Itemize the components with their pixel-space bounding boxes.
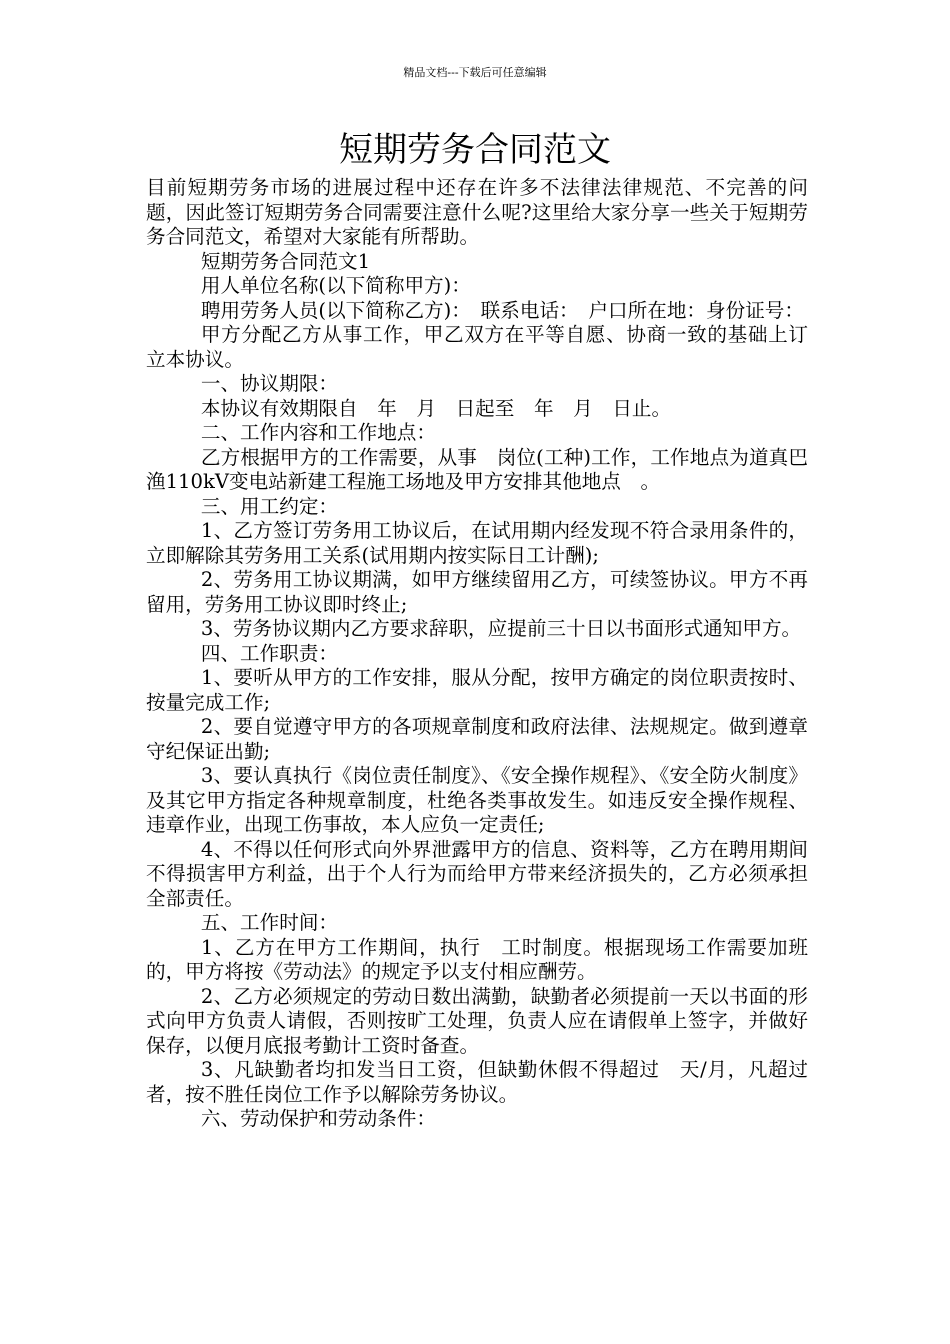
paragraph: 二、工作内容和工作地点： [200,421,436,444]
paragraph: 1、乙方在甲方工作期间，执行 工时制度。根据现场工作需要加班的，甲方将按《劳动法》的规定予以支付相应酬劳。 [146,935,808,983]
paragraph: 短期劳务合同范文1 [200,249,371,273]
header-note: 精品文档---下载后可任意编辑 [403,66,547,79]
paragraph: 3、要认真执行《岗位责任制度》、《安全操作规程》、《安全防火制度》及其它甲方指定各种规章制度，杜绝各类事故发生。如违反安全操作规程、违章作业，出现工伤事故，本人应负一定责任; [146,764,808,836]
paragraph: 用人单位名称(以下简称甲方)： [200,274,471,297]
paragraph: 聘用劳务人员(以下简称乙方)： 联系电话： 户口所在地：身份证号： [200,298,804,322]
paragraph: 3、凡缺勤者均扣发当日工资，但缺勤休假不得超过 天/月，凡超过者，按不胜任岗位工作予以解除劳务协议。 [146,1058,808,1106]
paragraph: 六、劳动保护和劳动条件： [200,1107,436,1130]
paragraph: 2、要自觉遵守甲方的各项规章制度和政府法律、法规规定。做到遵章守纪保证出勤; [146,715,808,763]
paragraph: 五、工作时间： [200,911,339,934]
paragraph: 一、协议期限： [200,372,339,395]
paragraph: 目前短期劳务市场的进展过程中还存在许多不法律法律规范、不完善的问题，因此签订短期劳务合同需要注意什么呢?这里给大家分享一些关于短期劳务合同范文，希望对大家能有所帮助。 [146,176,808,248]
paragraph: 4、不得以任何形式向外界泄露甲方的信息、资料等，乙方在聘用期间不得损害甲方利益，出于个人行为而给甲方带来经济损失的，乙方必须承担全部责任。 [146,837,808,910]
paragraph: 本协议有效期限自 年 月 日起至 年 月 日止。 [200,396,672,420]
paragraph: 乙方根据甲方的工作需要，从事 岗位(工种)工作，工作地点为道真巴渔110kV变电站新建工程施工场地及甲方安排其他地点 。 [146,445,808,493]
paragraph: 甲方分配乙方从事工作，甲乙双方在平等自愿、协商一致的基础上订立本协议。 [146,323,808,371]
paragraph: 2、劳务用工协议期满，如甲方继续留用乙方，可续签协议。甲方不再留用，劳务用工协议即时终止; [146,568,808,616]
paragraph: 四、工作职责： [200,641,339,665]
document-body [146,176,808,1132]
paragraph: 1、乙方签订劳务用工协议后，在试用期内经发现不符合录用条件的，立即解除其劳务用工关系(试用期内按实际日工计酬); [146,519,808,567]
paragraph: 3、劳务协议期内乙方要求辞职，应提前三十日以书面形式通知甲方。 [200,617,802,640]
paragraph: 1、要听从甲方的工作安排，服从分配，按甲方确定的岗位职责按时、按量完成工作; [146,666,808,714]
paragraph: 三、用工约定： [200,494,339,518]
paragraph: 2、乙方必须规定的劳动日数出满勤，缺勤者必须提前一天以书面的形式向甲方负责人请假，否则按旷工处理，负责人应在请假单上签字，并做好保存，以便月底报考勤计工资时备查。 [146,984,808,1057]
document-title: 短期劳务合同范文 [339,130,611,170]
